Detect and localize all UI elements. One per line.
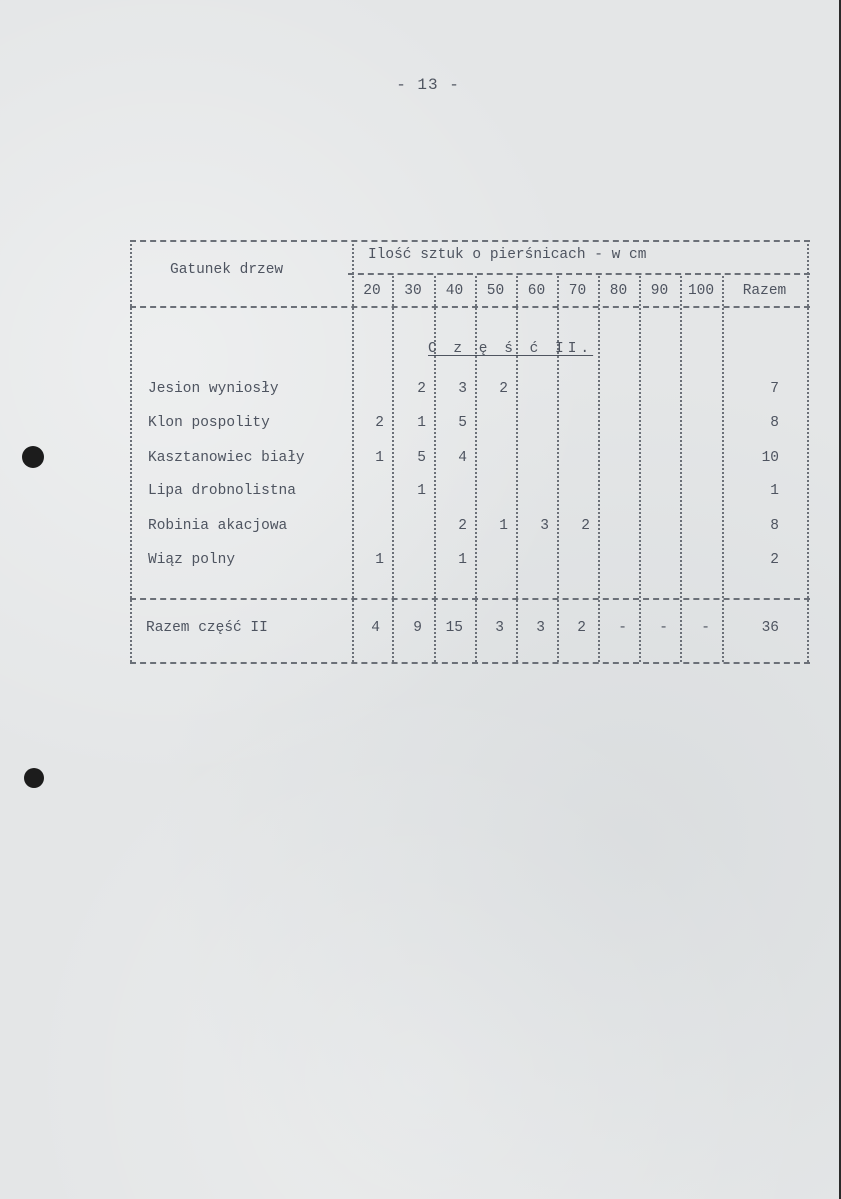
row-species-name: Jesion wyniosły xyxy=(148,381,279,397)
row-species-name: Robinia akacjowa xyxy=(148,518,288,534)
total-value-cell: 2 xyxy=(577,620,586,636)
total-value-cell: 9 xyxy=(413,620,422,636)
table-top-border xyxy=(130,240,810,242)
total-value-cell: 15 xyxy=(445,620,463,636)
row-value-cell: 3 xyxy=(540,518,549,534)
row-value-cell: 4 xyxy=(458,450,467,466)
column-header-40: 40 xyxy=(445,283,464,299)
column-header-100: 100 xyxy=(687,283,715,299)
row-value-cell: 1 xyxy=(375,450,384,466)
diameter-group-header: Ilość sztuk o pierśnicach - w cm xyxy=(368,247,647,263)
section-label: C z ę ś ć II. xyxy=(428,341,594,357)
row-value-cell: 2 xyxy=(581,518,590,534)
species-header: Gatunek drzew xyxy=(170,262,284,278)
page-number: - 13 - xyxy=(396,76,460,94)
row-species-name: Wiąz polny xyxy=(148,552,236,568)
total-row-label: Razem część II xyxy=(146,620,268,636)
table-left-border xyxy=(130,240,132,662)
row-value-cell: 1 xyxy=(375,552,384,568)
column-divider-20-30 xyxy=(392,276,394,662)
column-header-20: 20 xyxy=(363,283,381,299)
total-top-border xyxy=(130,598,810,600)
column-divider-30-40 xyxy=(434,276,436,662)
total-value-cell: - xyxy=(659,620,668,636)
row-value-cell: 1 xyxy=(770,483,779,499)
row-value-cell: 1 xyxy=(417,483,426,499)
column-header-70: 70 xyxy=(568,283,587,299)
row-value-cell: 7 xyxy=(770,381,779,397)
total-value-cell: 4 xyxy=(371,620,380,636)
row-value-cell: 5 xyxy=(458,415,467,431)
column-header-80: 80 xyxy=(609,283,628,299)
column-divider-80-90 xyxy=(639,276,641,662)
row-species-name: Klon pospolity xyxy=(148,415,270,431)
row-value-cell: 1 xyxy=(499,518,508,534)
column-header-razem: Razem xyxy=(742,283,787,299)
header-bottom-border xyxy=(130,306,810,308)
row-value-cell: 2 xyxy=(770,552,779,568)
column-divider-90-100 xyxy=(680,276,682,662)
row-value-cell: 5 xyxy=(417,450,426,466)
row-value-cell: 1 xyxy=(458,552,467,568)
column-divider-70-80 xyxy=(598,276,600,662)
column-header-60: 60 xyxy=(527,283,546,299)
column-header-50: 50 xyxy=(486,283,505,299)
total-value-cell: 3 xyxy=(536,620,545,636)
row-species-name: Kasztanowiec biały xyxy=(148,450,305,466)
column-divider-50-60 xyxy=(516,276,518,662)
column-divider-40-50 xyxy=(475,276,477,662)
column-divider-60-70 xyxy=(557,276,559,662)
total-value-cell: 3 xyxy=(495,620,504,636)
table-bottom-border xyxy=(130,662,810,664)
column-header-90: 90 xyxy=(650,283,669,299)
punch-hole-top xyxy=(22,446,44,468)
total-value-cell: 36 xyxy=(761,620,779,636)
column-header-30: 30 xyxy=(404,283,422,299)
row-value-cell: 3 xyxy=(458,381,467,397)
row-value-cell: 10 xyxy=(761,450,779,466)
header-group-divider xyxy=(348,273,810,275)
total-value-cell: - xyxy=(701,620,710,636)
row-value-cell: 2 xyxy=(375,415,384,431)
punch-hole-bottom xyxy=(24,768,44,788)
row-value-cell: 8 xyxy=(770,518,779,534)
total-value-cell: - xyxy=(618,620,627,636)
row-value-cell: 2 xyxy=(417,381,426,397)
row-value-cell: 2 xyxy=(499,381,508,397)
table-right-border xyxy=(807,240,809,662)
row-value-cell: 1 xyxy=(417,415,426,431)
column-divider-100-razem xyxy=(722,276,724,662)
row-value-cell: 2 xyxy=(458,518,467,534)
row-species-name: Lipa drobnolistna xyxy=(148,483,296,499)
row-value-cell: 8 xyxy=(770,415,779,431)
